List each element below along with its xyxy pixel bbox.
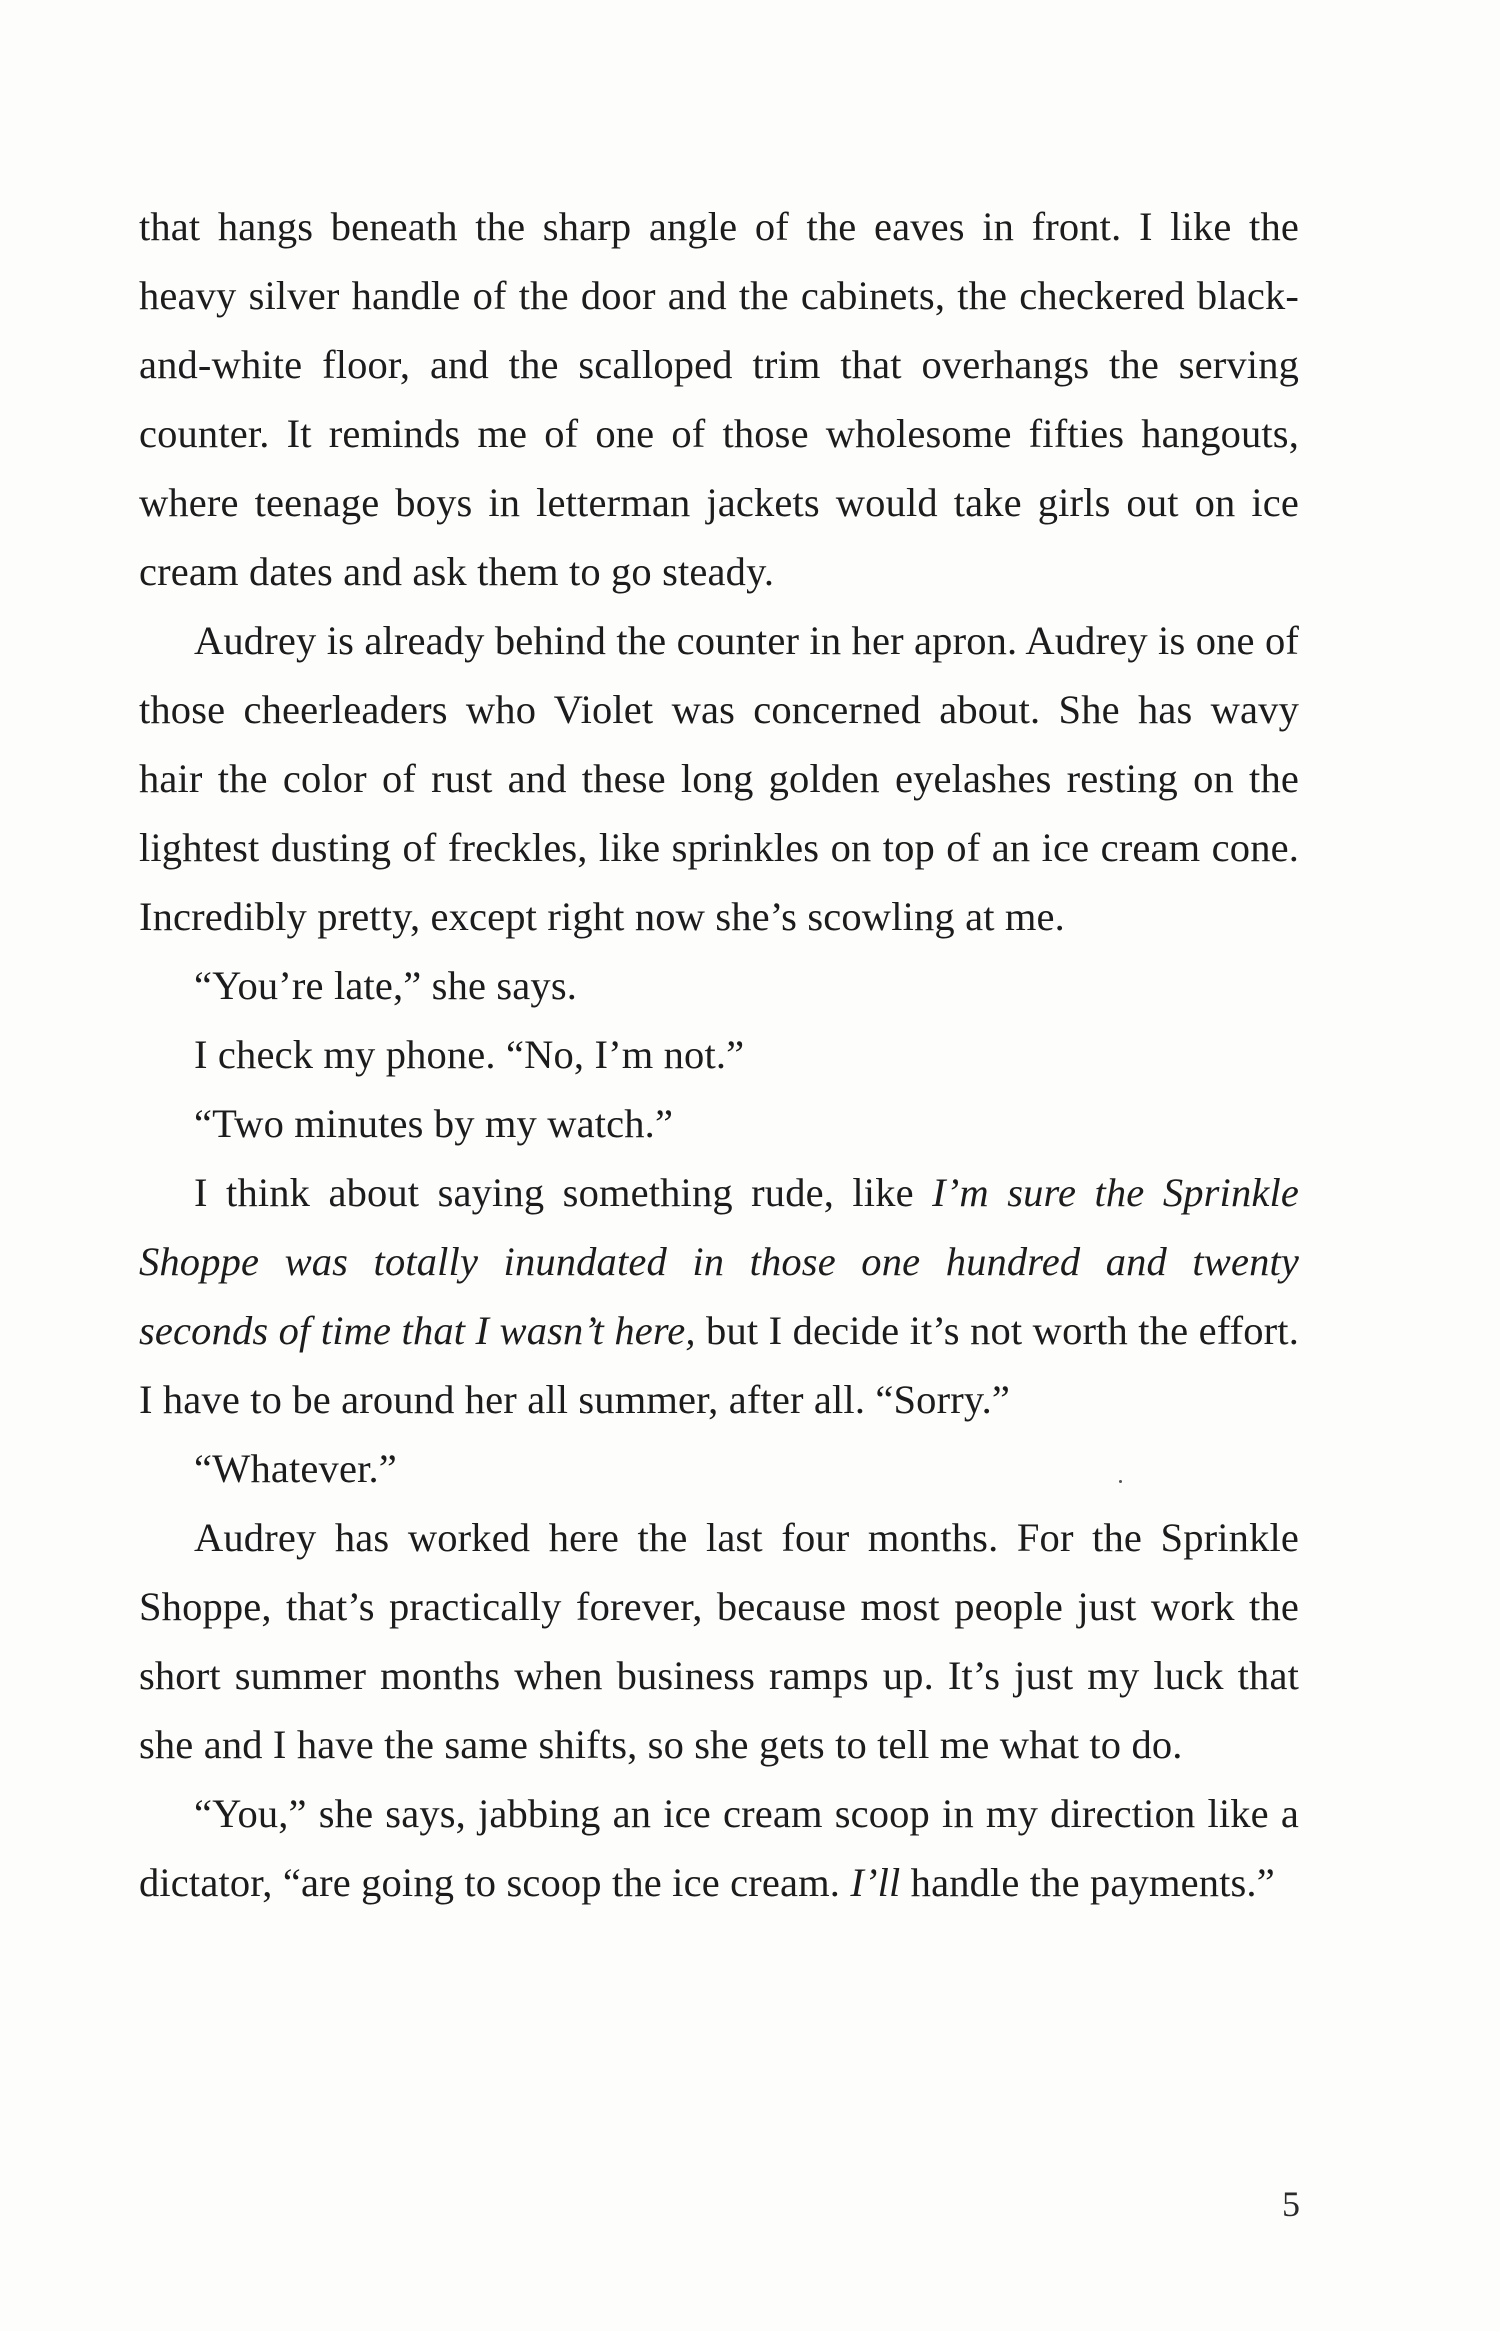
text-segment: Audrey is already behind the counter in her apron. Audrey is one of those cheerleaders who Violet was concerned about. She has wavy hair the color of rust and these long golden eyelashes resting on the lightest dusting of freckles, like sprinkles on top of an ice cream cone. Incredibly pretty, except right now she’s scowling at me.: [139, 618, 1299, 939]
paragraph: [139, 1503, 1299, 1779]
italic-text-segment: I’ll: [850, 1860, 901, 1905]
paragraph: [139, 1089, 1299, 1158]
print-speck: [1119, 1480, 1122, 1483]
text-segment: “Whatever.”: [194, 1446, 397, 1491]
text-segment: “Two minutes by my watch.”: [194, 1101, 674, 1146]
paragraph: [139, 1779, 1299, 1917]
text-segment: handle the payments.”: [900, 1860, 1275, 1905]
text-segment: that hangs beneath the sharp angle of the eaves in front. I like the heavy silver handle of the door and the cabinets, the checkered black-and-white floor, and the scalloped trim that overhangs the serving counter. It reminds me of one of those wholesome fifties hangouts, where teenage boys in letterman jackets would take girls out on ice cream dates and ask them to go steady.: [139, 204, 1299, 594]
text-segment: Audrey has worked here the last four months. For the Sprinkle Shoppe, that’s practically forever, because most people just work the short summer months when business ramps up. It’s just my luck that she and I have the same shifts, so she gets to tell me what to do.: [139, 1515, 1299, 1767]
body-text: [139, 192, 1299, 1917]
paragraph: [139, 1434, 1299, 1503]
paragraph: [139, 951, 1299, 1020]
text-segment: I check my phone. “No, I’m not.”: [194, 1032, 745, 1077]
paragraph: [139, 192, 1299, 606]
text-segment: “You’re late,” she says.: [194, 963, 578, 1008]
text-segment: but I decide it’s not worth the effort. I have to be around her all summer, after all. “Sorry.”: [139, 1308, 1299, 1422]
paragraph: [139, 606, 1299, 951]
page-number: 5: [1282, 2184, 1300, 2224]
text-segment: “You,” she says, jabbing an ice cream scoop in my direction like a dictator, “are going to scoop the ice cream.: [139, 1791, 1299, 1905]
paragraph: [139, 1158, 1299, 1434]
italic-text-segment: I’m sure the Sprinkle Shoppe was totally inundated in those one hundred and twenty seconds of time that I wasn’t here,: [139, 1170, 1300, 1353]
paragraph: [139, 1020, 1299, 1089]
text-segment: I think about saying something rude, like: [194, 1170, 933, 1215]
